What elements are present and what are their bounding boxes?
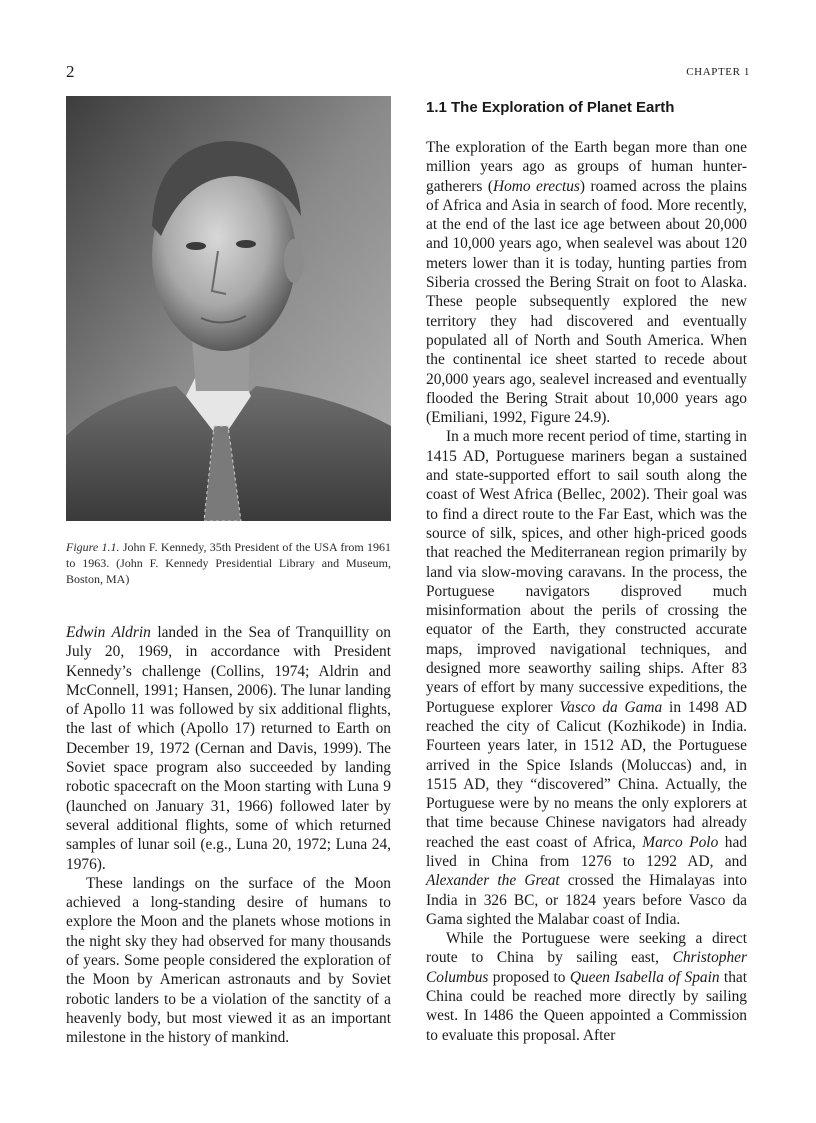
paragraph: These landings on the surface of the Moon achieved a long-standing desire of humans to explore the Moon and the planets whose motions in the night sky they had observed for many thousands of years. Some people considered the exploration of the Moon by American astronauts and by Soviet robotic landers to be a violation of the sanctity of a heavenly body, but most viewed it as an important milestone in the history of mankind. — [66, 874, 391, 1047]
section-heading: 1.1 The Exploration of Planet Earth — [426, 99, 675, 116]
right-body-text — [426, 138, 747, 1045]
figure-caption — [66, 539, 391, 587]
left-column — [66, 96, 391, 1048]
figure-label: Figure 1.1. — [66, 540, 120, 554]
paragraph: While the Portuguese were seeking a direct route to China by sailing east, Christopher Columbus proposed to Queen Isabella of Spain that China could be reached more directly by sailing west. In 1486 the Queen appointed a Commission to evaluate this proposal. After — [426, 930, 747, 1044]
right-column — [426, 96, 747, 1045]
figure-caption-text: John F. Kennedy, 35th President of the USA from 1961 to 1963. (John F. Kennedy Presidential Library and Museum, Boston, MA) — [66, 540, 392, 586]
paragraph: Edwin Aldrin landed in the Sea of Tranquillity on July 20, 1969, in accordance with President Kennedy’s challenge (Collins, 1974; Aldrin and McConnell, 1991; Hansen, 2006). The lunar landing of Apollo 11 was followed by six additional flights, the last of which (Apollo 17) returned to Earth on December 19, 1972 (Cernan and Davis, 1999). The Soviet space program also succeeded by landing robotic spacecraft on the Moon starting with Luna 9 (launched on January 31, 1966) followed later by several additional flights, some of which returned samples of lunar soil (e.g., Luna 20, 1972; Luna 24, 1976). — [66, 624, 391, 873]
portrait-photo — [66, 96, 391, 521]
left-body-text — [66, 623, 391, 1048]
running-head: CHAPTER 1 — [686, 66, 750, 78]
paragraph: The exploration of the Earth began more than one million years ago as groups of human hunter-gatherers (Homo erectus) roamed across the plains of Africa and Asia in search of food. More recently, at the end of the last ice age between about 20,000 and 10,000 years ago, when sealevel was about 120 meters lower than it is today, hunting parties from Siberia crossed the Bering Strait on foot to Alaska. These people subsequently explored the new territory they had discovered and eventually populated all of North and South America. When the continental ice sheet started to recede about 20,000 years ago, sealevel increased and eventually flooded the Bering Strait about 10,000 years ago (Emiliani, 1992, Figure 24.9). — [426, 139, 747, 427]
person-name: Edwin Aldrin — [66, 624, 151, 641]
page-number: 2 — [66, 62, 75, 81]
paragraph: In a much more recent period of time, starting in 1415 AD, Portuguese mariners began a sustained and state-supported effort to sail south along the coast of West Africa (Bellec, 2002). Their goal was to find a direct route to the Far East, which was the source of silk, spices, and other high-priced goods that reached the Mediterranean region primarily by land via slow-moving caravans. In the process, the Portuguese navigators disproved much misinformation about the perils of crossing the equator of the Earth, they constructed accurate maps, improved navigational techniques, and designed more seaworthy sailing ships. After 83 years of effort by many successive expeditions, the Portuguese explorer Vasco da Gama in 1498 AD reached the city of Calicut (Kozhikode) in India. Fourteen years later, in 1512 AD, the Portuguese arrived in the Spice Islands (Moluccas) and, in 1515 AD, they “discovered” China. Actually, the Portuguese were by no means the only explorers at that time because Chinese navigators had already reached the east coast of Africa, Marco Polo had lived in China from 1276 to 1292 AD, and Alexander the Great crossed the Himalayas into India in 326 BC, or 1824 years before Vasco da Gama sighted the Malabar coast of India. — [426, 428, 747, 928]
